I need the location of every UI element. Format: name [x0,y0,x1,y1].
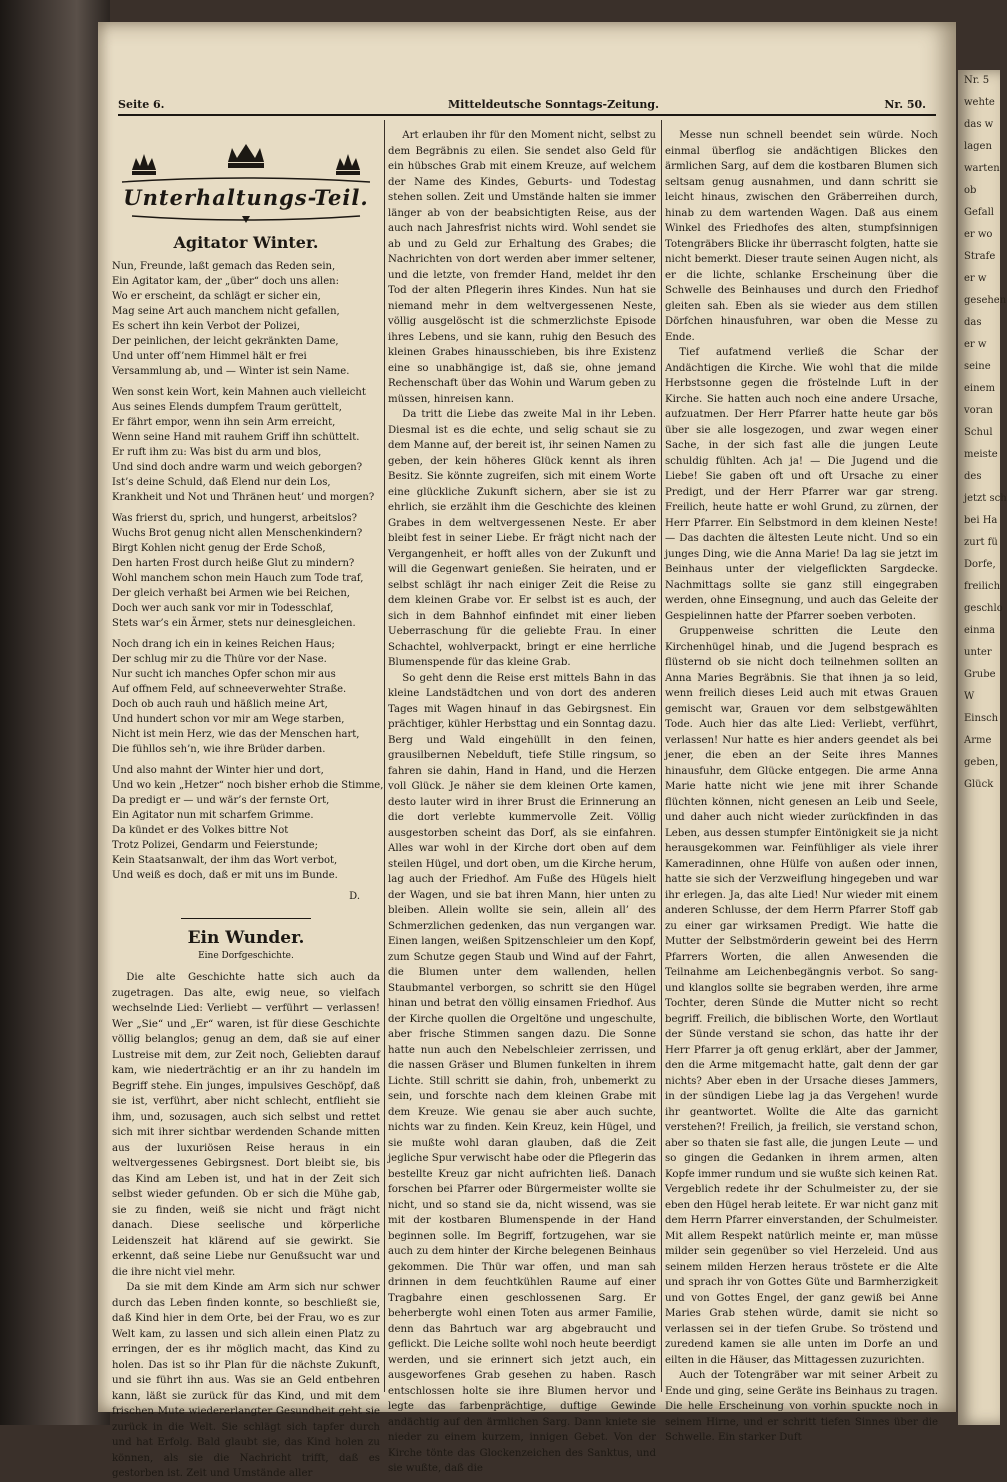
divider [181,918,311,919]
poem-line: Und wo kein „Hetzer“ noch bisher erhob die Stimme, [112,779,384,791]
poem-line: Versammlung ab, und — Winter ist sein Name. [112,365,350,377]
poem-line: Stets war’s ein Ärmer, stets nur deinesgleichen. [112,617,356,629]
poem-line: Ein Agitator kam, der „über“ doch uns allen: [112,275,339,287]
story-paragraph: Tief aufatmend verließ die Schar der Andächtigen die Kirche. Wie wohl that die milde Herbstsonne gegen die fröstelnde Luft in der Kirche. Sie hatten auch noch eine andere Ursache, aufzuatmen. Der Herr Pfarrer hatte heute gar bös über sie alle losgezogen, und zwar wegen einer Sache, in der sich fast alle die jungen Leute schuldig fühlten. Ach ja! — Die Jugend und die Liebe! Sie gaben oft und oft Ursache zu einer Predigt, und der Herr Pfarrer war gar streng. Freilich, heute hatte er wohl Grund, zu zürnen, der Herr Pfarrer. Ein Selbstmord in dem kleinen Neste! — Das dachten die ältesten Leute nicht. Und so ein junges Ding, wie die Anna Marie! Da lag sie jetzt im Beinhaus unter der vielgeflickten Sargdecke. Nachmittags sollte sie ganz still eingegraben werden, ohne Einsegnung, und auch das Geleite der Gespielinnen hatte der Pfarrer soeben verboten. [665,347,938,622]
story-paragraph: Da sie mit dem Kinde am Arm sich nur schwer durch das Leben finden konnte, so beschließt sie, daß Kind hier in dem Orte, bei der Frau, wo es zur Welt kam, zu lassen und sich allein einen Platz zu erringen, der es ihr möglich macht, das Kind zu holen. Das ist so ihr Plan für die nächste Zukunft, und sie führt ihn aus. Was sie an Geld entbehren kann, läßt sie zurück für das Kind, und mit dem frischen Mute wiedererlangter Gesundheit geht sie zurück in die Welt. Sie schlägt sich tapfer durch und hat Erfolg. Bald glaubt sie, das Kind holen zu können, als sie die Nachricht trifft, daß es gestorben ist. Zeit und Umstände aller [112,1282,380,1479]
story-text-col1 [112,970,380,1482]
next-page-fragment: geschlo [964,603,1003,614]
page-header [118,92,936,114]
next-page-fragment: warten [964,163,1000,174]
story-paragraph: So geht denn die Reise erst mittels Bahn in das kleine Landstädtchen und von dort des anderen Tages mit Wagen hinauf in das Gebirgsnest. Ein prächtiger, kühler Herbsttag und ein Sonntag dazu. Berg und Wald eingehüllt in den feinen, grausilbernen Nebelduft, tiefe Stille ringsum, so fahren sie dahin, Hand in Hand, und die Herzen voll Glück. Je näher sie dem kleinen Orte kamen, desto lauter wird in ihrer Brust die Erinnerung an die dort verlebte kummervolle Zeit. Völlig ausgestorben scheint das Dorf, als sie einfahren. Alles war wohl in der Kirche dort oben auf dem steilen Hügel, und dort oben, um die Kirche herum, lag auch der Friedhof. Am Fuße des Hügels hielt der Wagen, und sie bat ihren Mann, hier unten zu bleiben. Allein wollte sie sein, allein all’ des Schmerzlichen gedenken, das nun vergangen war. Einen langen, weißen Spitzenschleier um den Kopf, zum Schutze gegen Staub und Wind auf der Fahrt, die Blumen unter dem wallenden, hellen Staubmantel verborgen, so schritt sie den Hügel hinan und betrat den völlig einsamen Friedhof. Aus der Kirche quollen die Orgeltöne und ungeschulte, aber frische Stimmen sangen dazu. Die Sonne hatte nun auch den Nebelschleier zerrissen, und die nassen Gräser und Blumen funkelten in ihrem Lichte. Still schritt sie dahin, froh, unbemerkt zu sein, und forschte nach dem kleinen Grabe mit dem Kreuze. Wie genau sie aber auch suchte, nichts war zu finden. Kein Kreuz, kein Hügel, und sie mußte wohl daran glauben, daß die Zeit jegliche Spur verwischt habe oder die Pflegerin das bestellte Kreuz gar nicht aufrichten ließ. Danach forschen bei Pfarrer oder Bürgermeister wollte sie nicht, und so stand sie da, nicht wissend, was sie mit der kostbaren Blumenspende in der Hand beginnen solle. Im Begriff, fortzugehen, war sie auch zu dem hinter der Kirche belegenen Beinhaus gekommen. Die Thür war offen, und man sah drinnen in dem feuchtkühlen Raume auf einer Tragbahre einen geschlossenen Sarg. Er beherbergte wohl einen Toten aus armer Familie, denn das Bahrtuch war arg abgebraucht und geflickt. Die Leiche sollte wohl noch heute beerdigt werden, und sie erinnert sich jetzt auch, ein ausgeworfenes Grab gesehen zu haben. Rasch entschlossen holte sie ihre Blumen hervor und legte das farbenprächtige, duftige Gewinde andächtig auf den ärmlichen Sarg. Dann kniete sie nieder zu einem kurzem, innigen Gebet. Von der Kirche tönte das Glockenzeichen des Sanktus, und sie wußte, daß die [388,672,656,1474]
poem-line: Und unter off’nem Himmel hält er frei [112,350,307,362]
poem-line: Mag seine Art auch manchem nicht gefallen, [112,305,340,317]
next-page-fragment: bei Ha [964,515,998,526]
poem-stanza [112,763,384,883]
poem-line: Der gleich verhaßt bei Armen wie bei Reichen, [112,587,350,599]
story-paragraph: Art erlauben ihr für den Moment nicht, selbst zu dem Begräbnis zu eilen. Sie sendet also Geld für ein hübsches Grab mit einem Kreuze, auf welchem der Name des Kindes, Geburts- und Todestag stehen sollen. Zeit und Umstände halten sie immer länger ab von der beabsichtigten Reise, aus der auch nach Jahresfrist nichts wird. Wohl sendet sie ab und zu Geld zur Erhaltung des Grabes; die Nachrichten von dort werden aber immer seltener, und die letzte, von fremder Hand, meldet ihr den Tod der alten Pflegerin ihres Kindes. Nun hat sie niemand mehr in dem weltvergessenen Neste, völlig ausgelöscht ist die schmerzlichste Episode ihres Lebens, und sie kann, ruhig den Besuch des kleinen Grabes hinausschieben, bis ihre Existenz eine so unabhängige ist, daß sie, ohne jemand Rechenschaft über das Wohin und Warum geben zu müssen, hinreisen kann. [388,130,656,405]
next-page-fragment: geben, [964,757,999,768]
next-page-fragment: Grube [964,669,996,680]
column-3 [665,128,938,1443]
next-page-fragment: gesehen [964,295,1007,306]
poem-line: Die fühllos seh’n, wie ihre Brüder darben. [112,743,326,755]
poem-line: Nicht ist mein Herz, wie das der Menschen hart, [112,728,360,740]
crown-ornament-icon [112,140,380,190]
next-page-fragment: W [964,691,975,702]
next-page-fragment: Einsch [964,713,999,724]
next-page-fragment: seine [964,361,991,372]
poem-line: Wen sonst kein Wort, kein Mahnen auch vielleicht [112,386,366,398]
poem-line: Da predigt er — und wär’s der fernste Ort, [112,794,330,806]
poem-line: Und also mahnt der Winter hier und dort, [112,764,324,776]
story-paragraph: Da tritt die Liebe das zweite Mal in ihr Leben. Diesmal ist es die echte, und selig schaut sie zu dem Manne auf, der bereit ist, ihr seinen Namen zu geben, der kein höheres Glück kennt als ihren Besitz. Sie könnte zugreifen, sich mit einem Worte eine glückliche Zukunft sichern, aber sie ist zu ehrlich, sie erzählt ihm die Geschichte des kleinen Grabes in dem weltvergessenen Neste. Er aber bleibt fest in seiner Liebe. Er frägt nicht nach der Vergangenheit, er hofft alles von der Zukunft und will die Gegenwart genießen. Sie heiraten, und er selbst schlägt ihr nach einiger Zeit die Reise zu dem kleinen Grabe vor. Er selbst ist es auch, der sich in dem Bahnhof einfindet mit einer lieben Ueberraschung für die geliebte Frau. In einer Schachtel, wohlverpackt, bringt er eine herrliche Blumenspende für das kleine Grab. [388,409,656,668]
next-page-fragment: einem [964,383,995,394]
next-page-fragment: wehte [964,97,995,108]
next-page-fragment: Glück [964,779,994,790]
poem-line: Krankheit und Not und Thränen heut’ und morgen? [112,491,375,503]
column-2 [388,128,656,1474]
poem-line: Der peinlichen, der leicht gekränkten Dame, [112,335,339,347]
poem-line: Nun, Freunde, laßt gemach das Reden sein, [112,260,336,272]
next-page-fragment: er w [964,273,987,284]
poem-line: Doch wer auch sank vor mir in Todesschlaf, [112,602,334,614]
next-page-fragment: voran [964,405,993,416]
next-page-fragment: ob [964,185,977,196]
column-divider [384,120,385,1392]
story-paragraph: Auch der Totengräber war mit seiner Arbeit zu Ende und ging, seine Geräte ins Beinhaus zu tragen. Die helle Erscheinung von vorhin spuckte noch in seinem Hirne, und er schritt tiefen Sinnes über die Schwelle. Ein starker Duft [665,1370,938,1443]
issue-number: Nr. 50. [884,98,926,111]
next-page-fragment: freilich [964,581,1001,592]
poem-line: Er fährt empor, wenn ihn sein Arm erreicht, [112,416,336,428]
next-page-fragment: er w [964,339,987,350]
poem-stanza [112,259,380,379]
poem-line: Birgt Kohlen nicht genug der Erde Schoß, [112,542,326,554]
poem-stanza [112,385,380,505]
next-page-fragment: Schul [964,427,993,438]
newspaper-title: Mitteldeutsche Sonntags-Zeitung. [448,98,659,111]
poem-line: Ist’s deine Schuld, daß Elend nur dein Los, [112,476,331,488]
next-page-edge [958,70,1007,1425]
poem-title: Agitator Winter. [173,233,319,252]
poem-line: Wuchs Brot genug nicht allen Menschenkindern? [112,527,363,539]
next-page-fragment: Dorfe, [964,559,996,570]
next-page-fragment: einma [964,625,996,636]
poem-line: Nur sucht ich manches Opfer schon mir aus [112,668,336,680]
poem-line: Da kündet er des Volkes bittre Not [112,824,289,836]
next-page-fragment: das [964,317,982,328]
poem-line: Und hundert schon vor mir am Wege starben, [112,713,345,725]
poem-line: Trotz Polizei, Gendarm und Feierstunde; [112,839,318,851]
poem-line: Ein Agitator nun mit scharfem Grimme. [112,809,314,821]
next-page-fragment: Strafe [964,251,996,262]
story-paragraph: Messe nun schnell beendet sein würde. Noch einmal überflog sie andächtigen Blickes den ärmlichen Sarg, auf dem die kostbaren Blumen sich seltsam genug ausnahmen, und dann schritt sie leicht hinaus, zwischen den Gräberreihen durch, hinab zu dem wartenden Wagen. Daß aus einem Winkel des Friedhofes des alten, stumpfsinnigen Totengräbers Blicke ihr überrascht folgten, hatte sie nicht bemerkt. Dieser traute seinen Augen nicht, als er die lichte, schlanke Erscheinung über die Schwelle des Beinhauses und durch den Friedhof gleiten sah. Eben als sie wieder aus dem stillen Dörfchen hinausfuhren, war oben die Messe zu Ende. [665,130,938,343]
book-spine [0,0,110,1425]
poem-line: Kein Staatsanwalt, der ihm das Wort verbot, [112,854,338,866]
title-flourish-icon [112,212,380,224]
poem-line: Wo er erscheint, da schlägt er sicher ein, [112,290,321,302]
next-page-fragment: zurt fü [964,537,998,548]
section-ornament [112,140,380,190]
story-paragraph: Die alte Geschichte hatte sich auch da zugetragen. Das alte, ewig neue, so vielfach wechselnde Lied: Verliebt — verführt — verlassen! Wer „Sie“ und „Er“ waren, ist für diese Geschichte völlig belanglos; genug an dem, daß sie auf einer Lustreise mit dem, zur Zeit noch, Geliebten darauf kam, wie niederträchtig er an ihr zu handeln im Begriff stehe. Ein junges, impulsives Geschöpf, daß sie ist, verführt, aber nicht schlecht, entflieht sie ihm, und, sozusagen, auch sich selbst und rettet sich mit ihrer sichtbar werdenden Schande mitten aus der luxuriösen Reise heraus in ein weltvergessenes Gebirgsnest. Dort bleibt sie, bis das Kind am Leben ist, und hat in der Zeit sich selbst wieder gefunden. Ob er sich die Mühe gab, sie zu finden, weiß sie nicht und frägt nicht danach. Diese seelische und körperliche Leidenszeit hat klärend auf sie gewirkt. Sie erkennt, daß seine Liebe nur Genußsucht war und die ihre nicht viel mehr. [112,972,380,1278]
story-subtitle: Eine Dorfgeschichte. [198,950,294,961]
next-page-fragment: Nr. 5 [964,75,990,86]
poem-line: Doch ob auch rauh und häßlich meine Art, [112,698,328,710]
next-page-fragment: des [964,471,982,482]
poem-line: Was frierst du, sprich, und hungerst, arbeitslos? [112,512,358,524]
column-divider [661,120,662,1392]
next-page-fragment: das w [964,119,994,130]
next-page-fragment: jetzt sch [964,493,1007,504]
poem-stanza [112,637,380,757]
poem-line: Noch drang ich ein in keines Reichen Haus; [112,638,335,650]
page-number: Seite 6. [118,98,165,111]
poem-signature: D. [349,890,360,902]
poem-line: Und weiß es doch, daß er mit uns im Bunde. [112,869,338,881]
poem-line: Wenn seine Hand mit rauhem Griff ihn schüttelt. [112,431,360,443]
poem-line: Er ruft ihm zu: Was bist du arm und blos, [112,446,322,458]
next-page-fragment: unter [964,647,992,658]
section-title: Unterhaltungs-Teil. [123,185,369,210]
next-page-fragment: Arme [964,735,992,746]
poem-line: Auf offnem Feld, auf schneeverwehter Straße. [112,683,347,695]
poem-body [112,259,384,883]
story-title: Ein Wunder. [187,928,305,948]
header-rule [118,114,936,116]
next-page-fragments [958,70,1007,796]
poem-line: Es schert ihn kein Verbot der Polizei, [112,320,300,332]
poem-line: Den harten Frost durch heiße Glut zu mindern? [112,557,355,569]
poem-line: Wohl manchem schon mein Hauch zum Tode traf, [112,572,364,584]
story-paragraph: Gruppenweise schritten die Leute den Kirchenhügel hinab, und die Jugend besprach es flüsternd ob sie nicht doch teilnehmen sollten an Anna Maries Begräbnis. Sie that ihnen ja so leid, wenn freilich dieses Leid auch mit etwas Grauen gemischt war, Grauen vor dem selbstgewählten Tode. Auch hier das alte Lied: Verliebt, verführt, verlassen! Nur hatte es hier anders geendet als bei jener, die eben an der Seite ihres Mannes hinausfuhr, dem Glücke entgegen. Die arme Anna Marie hatte nicht wie jene mit ihrer Schande flüchten können, nicht genesen an Leib und Seele, und daher auch nicht wieder zurückfinden in das Leben, aus dessen stumpfer Eintönigkeit sie ja nicht herausgekommen war. Feinfühliger als viele ihrer Kameradinnen, ohne Hülfe von außen oder innen, hatte sie sich der Verzweiflung hingegeben und war ihr erlegen. Ja, das alte Lied! Nur wieder mit einem anderen Schlusse, der dem Herrn Pfarrer Stoff gab zu einer gar wirksamen Predigt. Wie hatte die Mutter der Selbstmörderin geweint bei des Herrn Pfarrers Worten, die allen Anwesenden die Teilnahme am Leichenbegängnis verbot. So sang- und klanglos sollte sie begraben werden, ihre arme Tochter, deren Sünde die Mutter nicht so recht begriff. Freilich, die biblischen Worte, den Wortlaut der Sünde verstand sie schon, das hatte ihr der Herr Pfarrer ja oft genug erklärt, aber der Jammer, den die Arme mitgemacht hatte, galt denn der gar nichts? Aber eben in der Ursache dieses Jammers, in der sündigen Liebe lag ja das Vergehen! wurde ihr geantwortet. Wollte die Alte das garnicht verstehen?! Freilich, ja freilich, sie verstand schon, aber so thaten sie fast alle, die jungen Leute — und so gingen die Gedanken in ihrem armen, alten Kopfe immer rundum und sie wußte sich keinen Rat. Vergeblich redete ihr der Schulmeister zu, der sie eben den Hügel herab leitete. Er war nicht ganz mit dem Herrn Pfarrer einverstanden, der Schulmeister. Mit allem Respekt natürlich meinte er, man müsse milder sein gegenüber so viel Herzeleid. Und aus seinem milden Herzen heraus tröstete er die Alte und sprach ihr von Gottes Güte und Barmherzigkeit und von Gottes Engel, der ganz gewiß bei Anne Maries Grab stehen würde, damit sie nicht so verlassen sei in der tiefen Grube. So tröstend und zuredend kamen sie alle unten im Dorfe an und eilten in die Häuser, das Mittagessen zuzurichten. [665,626,938,1366]
poem-line: Der schlug mir zu die Thüre vor der Nase. [112,653,327,665]
next-page-fragment: meiste [964,449,998,460]
next-page-fragment: Gefall [964,207,994,218]
next-page-fragment: er wo [964,229,993,240]
next-page-fragment: lagen [964,141,992,152]
column-1 [112,120,384,1479]
poem-stanza [112,511,380,631]
poem-line: Und sind doch andre warm und weich geborgen? [112,461,363,473]
poem-line: Aus seines Elends dumpfem Traum gerüttelt, [112,401,342,413]
newspaper-page [98,22,956,1479]
